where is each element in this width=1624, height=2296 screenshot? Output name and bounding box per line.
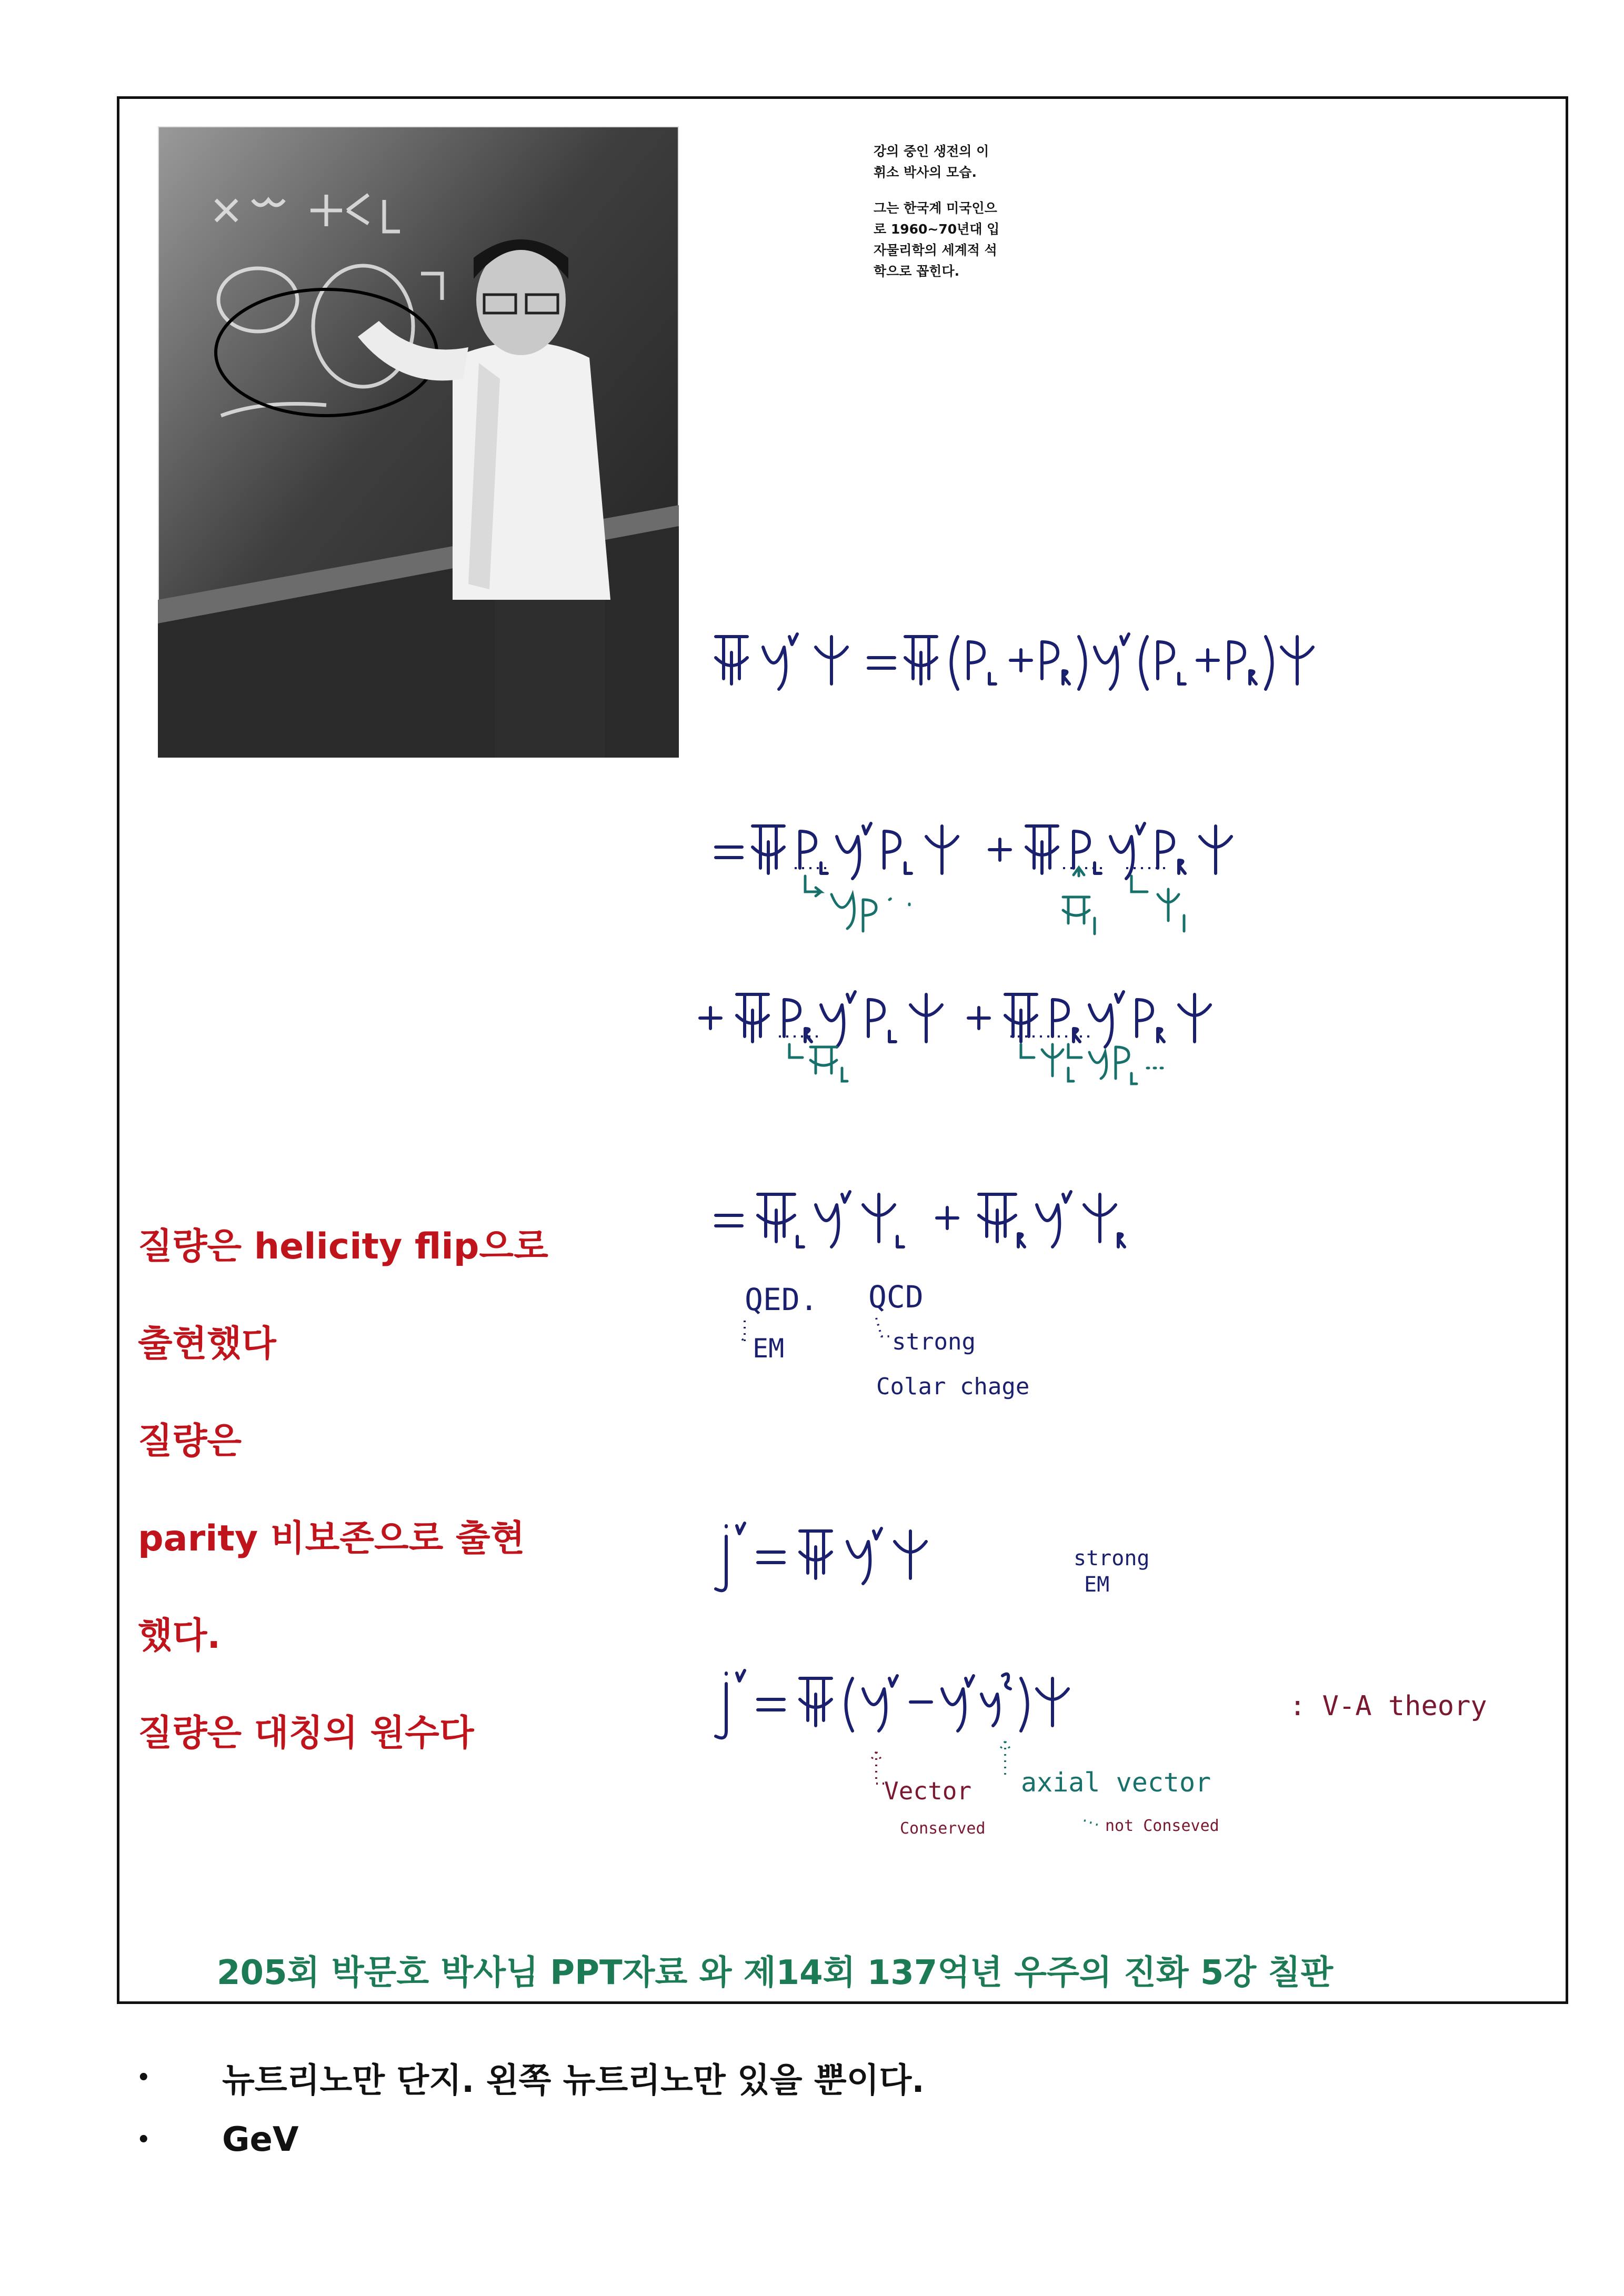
- note-mass: 질량은: [138, 1421, 242, 1462]
- equation-line-1: [716, 634, 1313, 689]
- handwritten-equations: [695, 610, 1547, 1957]
- label-qed: QED.: [745, 1282, 818, 1317]
- bullet-list: [137, 2047, 925, 2171]
- label-qcd: QCD: [868, 1279, 924, 1315]
- lecture-photo: [158, 126, 679, 758]
- caption-line: 강의 중인 생전의 이: [874, 144, 989, 159]
- bullet-icon: •: [137, 2066, 151, 2090]
- label-vector: Vector: [884, 1777, 972, 1805]
- label-axial-vector: axial vector: [1021, 1767, 1211, 1798]
- bullet-item: [137, 2047, 925, 2109]
- note-helicity-flip: 질량은 helicity flip으로: [138, 1226, 548, 1267]
- bullet-text: GeV: [222, 2120, 299, 2159]
- note-emerged-2: 했다.: [138, 1615, 221, 1657]
- label-strong-2: strong: [1074, 1546, 1150, 1570]
- equation-line-3: [700, 992, 1210, 1047]
- caption-line: 자물리학의 세계적 석: [874, 243, 997, 258]
- label-em: EM: [753, 1333, 785, 1364]
- current-vector: [716, 1523, 926, 1590]
- caption-line: 로 1960~70년대 입: [874, 221, 1000, 237]
- note-symmetry-enemy: 질량은 대칭의 원수다: [138, 1713, 474, 1754]
- bullet-icon: •: [137, 2128, 151, 2152]
- equation-line-2: [716, 823, 1231, 879]
- label-em-2: EM: [1084, 1573, 1110, 1597]
- label-va-theory: : V-A theory: [1289, 1690, 1487, 1722]
- source-credit: 205회 박문호 박사님 PPT자료 와 제14회 137억년 우주의 진화 5강 칠판: [217, 1953, 1334, 1992]
- bullet-item: [137, 2109, 925, 2171]
- caption-line: 학으로 꼽힌다.: [874, 264, 960, 279]
- label-conserved: Conserved: [900, 1819, 986, 1838]
- photo-caption: [874, 141, 1074, 297]
- label-not-conserved: not Conseved: [1105, 1817, 1219, 1835]
- label-strong: strong: [892, 1328, 976, 1355]
- note-emerged: 출현했다: [138, 1323, 276, 1365]
- caption-line: 그는 한국계 미국인으: [874, 200, 997, 216]
- current-v-minus-a: [716, 1670, 1068, 1738]
- label-color-charge: Colar chage: [876, 1373, 1030, 1400]
- caption-line: 휘소 박사의 모습.: [874, 165, 977, 180]
- bullet-text: 뉴트리노만 단지. 왼쪽 뉴트리노만 있을 뿐이다.: [222, 2061, 925, 2100]
- note-parity: parity 비보존으로 출현: [138, 1518, 525, 1559]
- equation-line-4: [716, 1192, 1125, 1247]
